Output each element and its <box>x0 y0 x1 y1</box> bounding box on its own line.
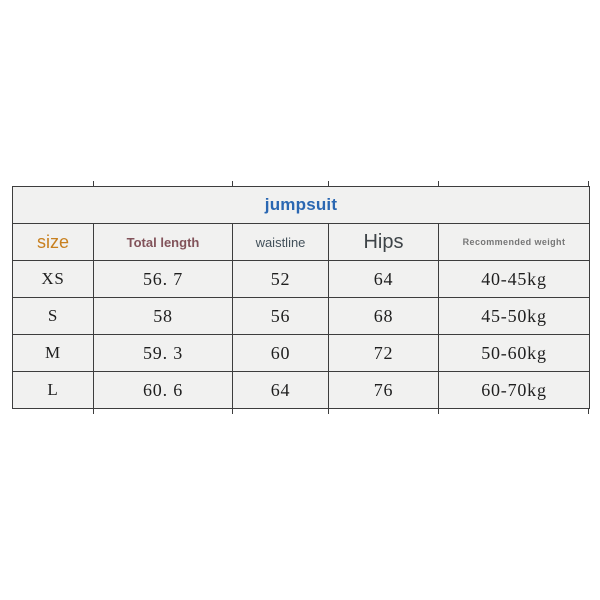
recommended-weight-cell: 40-45kg <box>439 261 590 298</box>
total-length-cell: 58 <box>94 298 233 335</box>
table-row-l <box>13 372 590 409</box>
total-length-cell: 60. 6 <box>94 372 233 409</box>
waistline-cell: 60 <box>233 335 329 372</box>
waistline-cell: 56 <box>233 298 329 335</box>
table-grid-tick <box>93 181 94 186</box>
table-title: jumpsuit <box>13 187 590 224</box>
column-header-hips: Hips <box>329 224 439 261</box>
waistline-cell: 64 <box>233 372 329 409</box>
table-grid-tick <box>328 409 329 414</box>
total-length-cell: 56. 7 <box>94 261 233 298</box>
table-row-xs <box>13 261 590 298</box>
table-grid-tick <box>588 181 589 186</box>
table-grid-tick <box>328 181 329 186</box>
table-row-m <box>13 335 590 372</box>
size-chart <box>12 186 589 409</box>
waistline-cell: 52 <box>233 261 329 298</box>
recommended-weight-cell: 45-50kg <box>439 298 590 335</box>
column-header-waistline: waistline <box>233 224 329 261</box>
hips-cell: 76 <box>329 372 439 409</box>
recommended-weight-cell: 60-70kg <box>439 372 590 409</box>
recommended-weight-cell: 50-60kg <box>439 335 590 372</box>
size-cell: XS <box>13 261 94 298</box>
title-row <box>13 187 590 224</box>
table-grid-tick <box>438 409 439 414</box>
header-row <box>13 224 590 261</box>
size-cell: S <box>13 298 94 335</box>
table-row-s <box>13 298 590 335</box>
hips-cell: 64 <box>329 261 439 298</box>
size-chart-table <box>12 186 590 409</box>
table-grid-tick <box>232 181 233 186</box>
column-header-recommended-weight: Recommended weight <box>439 224 590 261</box>
table-grid-tick <box>93 409 94 414</box>
table-grid-tick <box>588 409 589 414</box>
total-length-cell: 59. 3 <box>94 335 233 372</box>
hips-cell: 68 <box>329 298 439 335</box>
size-cell: L <box>13 372 94 409</box>
size-cell: M <box>13 335 94 372</box>
table-grid-tick <box>232 409 233 414</box>
table-grid-tick <box>438 181 439 186</box>
column-header-total-length: Total length <box>94 224 233 261</box>
column-header-size: size <box>13 224 94 261</box>
hips-cell: 72 <box>329 335 439 372</box>
